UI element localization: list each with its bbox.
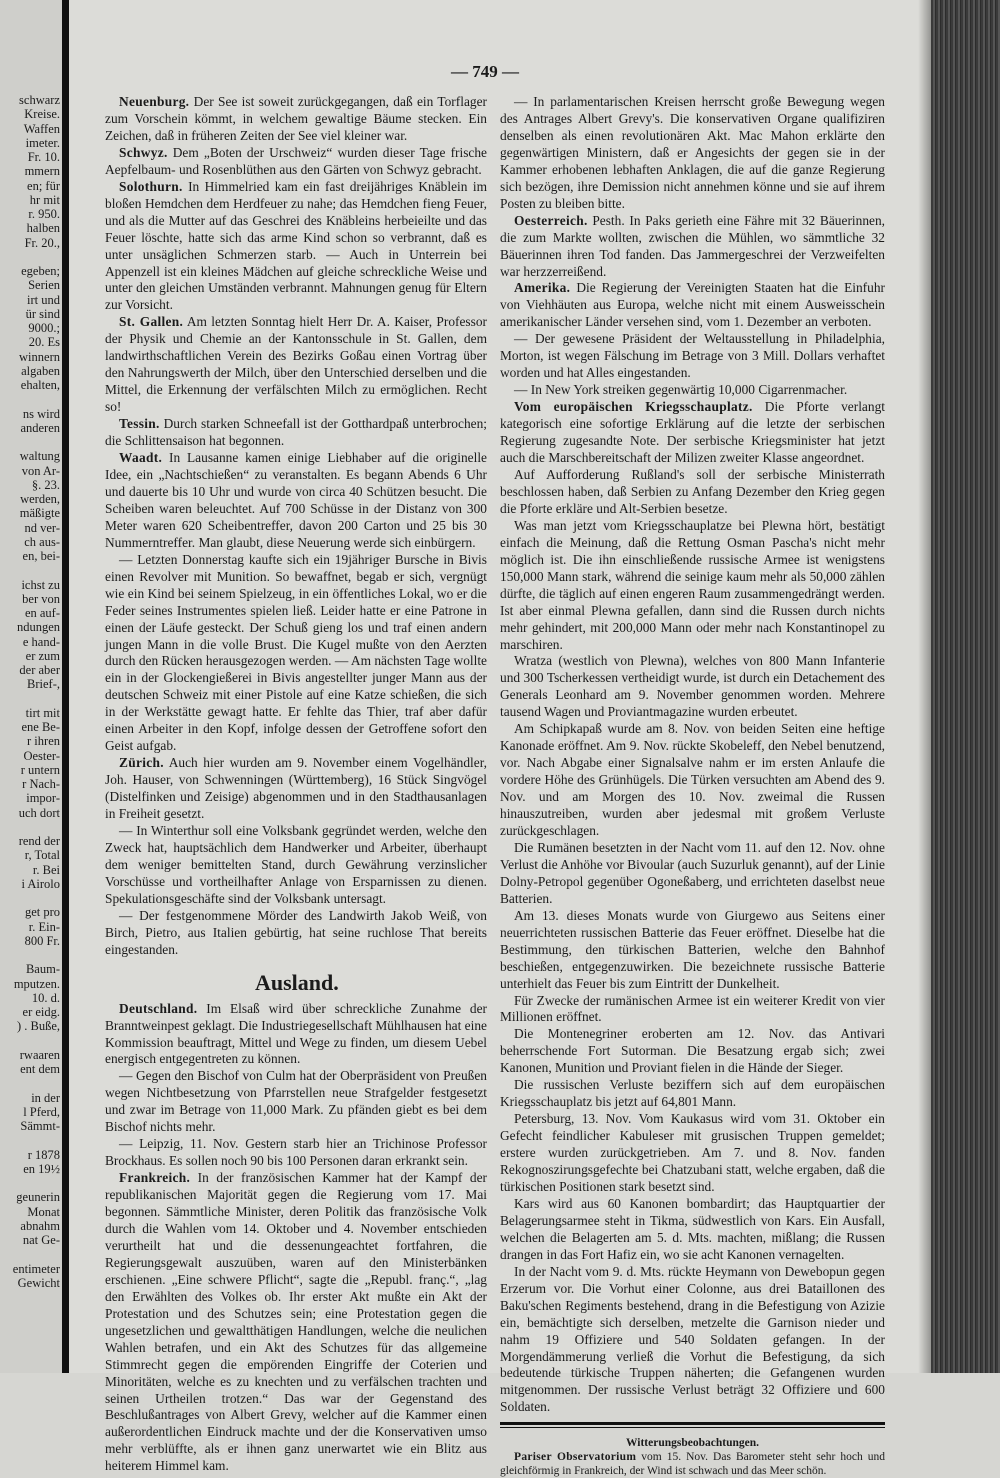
article-text: Wratza (westlich von Plewna), welches von 800 Mann Infanterie und 300 Tscherkessen vertheidigt wurde, ist durch ein Detachement des Generals Leonhard am 9. November genommen worden. Mehrere tausend Wagen und Proviantmagazine wurden erbeutet. <box>500 653 885 720</box>
article-text: — In New York streiken gegenwärtig 10,000 Cigarrenmacher. <box>514 382 848 398</box>
previous-page-text-fragments <box>13 93 60 1290</box>
previous-page-fragment: ichst zu <box>21 577 60 592</box>
weather-text: vom 15. Nov. Das Barometer steht sehr hoch und gleichförmig in Frankreich, der Wind ist schwach und das Meer schön. <box>500 1451 886 1478</box>
previous-page-fragment: Fr. 10. <box>27 150 60 164</box>
previous-page-fragment: rend der <box>18 834 60 848</box>
previous-page-fragment <box>13 1247 60 1261</box>
domestic-news <box>105 94 487 959</box>
article-paragraph <box>105 755 487 823</box>
previous-page-fragment: hr mit <box>29 192 60 207</box>
article-paragraph <box>500 213 885 281</box>
previous-page-fragment: er eidg. <box>22 1005 60 1019</box>
article-text: — In Winterthur soll eine Volksbank gegründet werden, welche den Zweck hat, hauptsächlich dem Handwerker und Arbeiter, überhaupt dem weniger bemittelten Stand, durch Gewährung verzinslicher Vorschüsse und vortheilhafter Anlage von Ersparnissen zu dienen. Spekulationsgeschäfte sind der Volksbank untersagt. <box>105 822 487 906</box>
article-lead: Vom europäischen Kriegsschauplatz. <box>514 399 753 415</box>
previous-page-fragment: e hand- <box>22 634 60 649</box>
previous-page-fragment: ndungen <box>16 620 60 635</box>
previous-page-fragment: r. Bei <box>32 862 60 877</box>
foreign-news-continued <box>500 94 885 1416</box>
weather-paragraph <box>500 1450 885 1478</box>
previous-page-fragment: irt und <box>27 292 60 307</box>
article-text: Petersburg, 13. Nov. Vom Kaukasus wird vom 31. Oktober ein Gefecht feindlicher Kabuleser mit grusischen Truppen gemeldet; erstere wurden zurückgetrieben. Am 7. und 8. Nov. fanden Rekognoszirungsgefechte bei Chatzubani statt, welche ergaben, daß die türkischen Positionen stark besetzt sind. <box>500 1111 885 1194</box>
article-text: Für Zwecke der rumänischen Armee ist ein weiterer Kredit von vier Millionen eröffnet. <box>500 992 885 1025</box>
previous-page-fragment: ür sind <box>25 306 60 321</box>
article-lead: Solothurn. <box>119 178 183 194</box>
previous-page-fragment <box>13 948 60 962</box>
article-paragraph <box>105 1136 487 1170</box>
previous-page-fragment: Kreise. <box>24 107 60 122</box>
article-paragraph <box>105 416 487 450</box>
article-text: In Lausanne kamen einige Liebhaber auf die originelle Idee, ein „Nachtschießen“ zu veranstalten. Es begann Abends 6 Uhr und dauerte bis 10 Uhr und wurde von circa 40 Schützen besucht. Die Scheiben waren beleuchtet. Auf 700 Schüsse in der Distanz von 300 Meter waren 620 Scheibentreffer, davon 200 Carton und 25 bis 30 Nummerntreffer. Man glaubt, diese Neuerung werde sich einbürgern. <box>105 450 487 550</box>
left-column <box>105 94 487 1475</box>
article-paragraph <box>500 721 885 840</box>
previous-page-fragment: get pro <box>24 905 60 920</box>
previous-page-fragment: r. Ein- <box>28 919 60 934</box>
double-rule-divider <box>500 1422 885 1428</box>
article-paragraph <box>500 94 885 213</box>
previous-page-fragment: schwarz <box>19 93 60 107</box>
article-lead: St. Gallen. <box>119 314 184 330</box>
article-paragraph <box>105 314 487 416</box>
previous-page-fragment: ns wird <box>22 406 60 421</box>
previous-page-fragment: 800 Fr. <box>24 933 60 948</box>
previous-page-fragment <box>13 392 60 406</box>
article-paragraph <box>105 179 487 315</box>
article-paragraph <box>500 280 885 331</box>
article-text: Am letzten Sonntag hielt Herr Dr. A. Kaiser, Professor der Physik und Chemie an der Kantonsschule in St. Gallen, dem landwirthschaftlichen Verein des Bezirks Goßau einen Vortrag über den Nahrungswerth der Milch, über den Unterschied derselben und die Mittel, die Erkennung der verfälschten Milch zu ermöglichen. Recht so! <box>105 314 487 415</box>
article-paragraph <box>500 840 885 908</box>
previous-page-fragment: en; für <box>27 178 60 193</box>
weather-report <box>500 1436 885 1478</box>
previous-page-fragment: ch aus- <box>24 534 60 549</box>
previous-page-fragment: er zum <box>25 648 60 663</box>
article-text: Die Pforte verlangt kategorisch eine sofortige Erklärung auf die letzte der serbischen Regierung zugesandte Note. Der serbische Kriegsminister hat jetzt auch die Marschbereitschaft der Milizen zweiter Klasse angeordnet. <box>500 399 885 466</box>
article-text: Was man jetzt vom Kriegsschauplatze bei Plewna hört, bestätigt einfach die Meinung, daß die Rettung Osman Pascha's nicht mehr möglich ist. Die ihn einschließende russische Armee ist wenigstens 150,000 Mann stark, während die seinige kaum mehr als 50,000 zählen dürfte, die täglich auf einen engeren Raum zusammengedrängt werden. Ist aber einmal Plewna gefallen, dann sind die Russen durch nichts mehr gehindert, mit 200,000 Mann oder mehr nach Konstantinopel zu marschiren. <box>500 517 885 652</box>
previous-page-fragment: Sämmt- <box>20 1119 60 1133</box>
previous-page-fragment: Brief-, <box>27 677 60 692</box>
previous-page-fragment <box>13 1076 60 1090</box>
article-text: In Himmelried kam ein fast dreijähriges Knäblein im bloßen Hemdchen dem Herdfeuer zu nahe; das Hemdchen fieng Feuer, und als die Mutter auf das Geschrei des Knäbleins herbeieilte und das Feuer löschte, hatte sich das arme Kind schon so verbrannt, daß es unter unsäglichen Schmerzen starb. — Auch in Unterrein bei Appenzell ist ein kleines Mädchen auf gleiche schreckliche Weise und unter den gleichen Umständen verbrannt. Mahnungen genug für Eltern zur Vorsicht. <box>105 178 487 313</box>
article-paragraph <box>500 653 885 721</box>
article-paragraph <box>500 467 885 518</box>
previous-page-fragment: r Nach- <box>22 777 60 791</box>
article-text: Pesth. In Paks gerieth eine Fähre mit 32 Bäuerinnen, die zum Markte wollten, zwischen die Mühlen, wo sämmtliche 32 Bäuerinnen ihren Tod fanden. Das Jammergeschrei der Verzweifelten war herzzerreißend. <box>500 212 885 279</box>
previous-page-fragment: werden, <box>20 492 60 506</box>
previous-page-fragment: ehalten, <box>20 378 60 392</box>
section-heading-ausland: Ausland. <box>255 969 339 995</box>
previous-page-fragment: r, Total <box>24 848 60 863</box>
previous-page-fragment <box>13 1133 60 1147</box>
previous-page-fragment: von Ar- <box>21 463 60 478</box>
article-text: In der Nacht vom 9. d. Mts. rückte Heymann von Dewebopun gegen Erzerum vor. Die Vorhut einer Colonne, aus drei Bataillonen des Baku'schen Regiments bestehend, drang in die Befestigung von Azizie ein, bemächtigte sich derselben, metzelte die Garnison nieder und nahm 19 Offiziere und 540 Soldaten gefangen. In der Morgendämmerung verließ die Vorhut die Befestigung, da sich bedeutende türkische Truppen näherten; die Gefangenen wurden mitgenommen. Der russische Verlust beträgt 32 Offiziere und 600 Soldaten. <box>500 1263 885 1415</box>
article-text: Dem „Boten der Urschweiz“ wurden dieser Tage frische Aepfelbaum- und Rosenblüthen aus den Gärten von Schwyz gebracht. <box>105 144 487 177</box>
previous-page-fragment: Gewicht <box>17 1275 60 1290</box>
previous-page-fragment <box>13 820 60 834</box>
previous-page-fragment: rwaaren <box>19 1047 60 1062</box>
article-paragraph <box>105 552 487 755</box>
previous-page-fragment <box>13 692 60 706</box>
article-paragraph <box>105 908 487 959</box>
article-lead: Frankreich. <box>119 1170 191 1186</box>
previous-page-fragment: uch dort <box>18 805 60 820</box>
previous-page-fragment: der aber <box>19 663 60 677</box>
previous-page-fragment: Fr. 20., <box>24 235 60 250</box>
previous-page-fragment: ene Be- <box>21 720 60 734</box>
previous-page-fragment <box>13 435 60 449</box>
article-paragraph <box>500 1077 885 1111</box>
previous-page-fragment: r. 950. <box>28 207 60 221</box>
article-text: Auch hier wurden am 9. November einem Vogelhändler, Joh. Hauser, von Schwenningen (Württemberg), 16 Stück Singvögel (Distelfinken und Zeisige) abgenommen und in den Stadthausanlagen in Freiheit gesetzt. <box>105 755 487 822</box>
previous-page-fragment: i Airolo <box>21 876 60 891</box>
previous-page-fragment: 9000.; <box>28 321 60 335</box>
book-page-edges <box>931 0 1000 1373</box>
article-text: — Letzten Donnerstag kaufte sich ein 19jähriger Bursche in Bivis einen Revolver mit Munition. So bewaffnet, begab er sich, vergnügt wie ein Kind bei seinem Spielzeug, in ein öffentliches Lokal, wo er die Feder seines Instrumentes spielen ließ. Leider hatte er eine Patrone in einen der Läufe gesteckt. Der Schuß gieng los und traf einen andern jungen Mann in die volle Brust. Die Kugel mußte von den Aerzten durch den Rücken herausgezogen werden. — Am nächsten Tage wollte ein in der Glockengießerei in Bivis angestellter junger Mann aus der deutschen Schweiz mit einer Pistole auf eine Katze schießen, die sich in der Werkstätte gewagt hatte. Er fehlte das Thier, traf aber dafür einen Arbeiter in den Kopf, infolge dessen der Getroffene sofort den Geist aufgab. <box>105 551 487 754</box>
article-text: Kars wird aus 60 Kanonen bombardirt; das Hauptquartier der Belagerungsarmee steht in Tikma, südwestlich von Kars. Ein Ausfall, welchen die Belagerten am 5. d. Mts. machten, mißlang; die Russen drangen in das Fort Hafiz ein, wo sie acht Kanonen vernagelten. <box>500 1195 885 1262</box>
article-paragraph <box>105 145 487 179</box>
previous-page-fragment: entimeter <box>12 1261 60 1276</box>
article-paragraph <box>105 823 487 908</box>
article-paragraph <box>500 1026 885 1077</box>
article-text: Die Regierung der Vereinigten Staaten hat die Einfuhr von Viehhäuten aus Europa, welche nicht mit einem Ausweisschein amerikanischer Länder versehen sind, vom 1. Dezember an verboten. <box>500 280 885 330</box>
previous-page-fragment: Serien <box>28 278 60 293</box>
previous-page-strip <box>0 0 62 1373</box>
article-text: Der See ist soweit zurückgegangen, daß ein Torflager zum Vorschein kömmt, in welchem gewaltige Bäume stecken. Ein Zeichen, daß in früheren Zeiten der See viel kleiner war. <box>105 94 487 143</box>
article-text: Die russischen Verluste beziffern sich auf dem europäischen Kriegsschauplatz bis jetzt auf 64,801 Mann. <box>500 1077 885 1110</box>
previous-page-fragment: Oester- <box>23 748 60 763</box>
previous-page-fragment: ent dem <box>20 1062 60 1076</box>
previous-page-fragment: nat Ge- <box>22 1233 60 1247</box>
article-lead: Zürich. <box>119 755 164 771</box>
weather-lead: Pariser Observatorium <box>514 1451 637 1464</box>
article-text: — Der festgenommene Mörder des Landwirth Jakob Weiß, von Birch, Pietro, aus Italien gebürtig, hat seine ruchlose That bereits eingestanden. <box>105 907 487 957</box>
article-lead: Schwyz. <box>119 144 168 160</box>
previous-page-fragment: 20. Es <box>28 335 60 350</box>
article-paragraph <box>500 1111 885 1196</box>
previous-page-fragment: algaben <box>21 363 60 378</box>
article-paragraph <box>500 331 885 382</box>
article-paragraph <box>105 1001 487 1069</box>
previous-page-fragment: 10. d. <box>31 990 60 1005</box>
article-paragraph <box>500 908 885 993</box>
previous-page-fragment: Waffen <box>23 121 60 136</box>
article-text: — Gegen den Bischof von Culm hat der Oberpräsident von Preußen wegen Nichtbesetzung von Pfarrstellen neue Strafgelder festgesetzt und zwar im Betrage von 11,000 Mark. Zu pfänden giebt es bei dem Bischof nichts mehr. <box>105 1068 487 1135</box>
article-text: Auf Aufforderung Rußland's soll der serbische Ministerrath beschlossen haben, daß Serbien zu Anfang Dezember den Krieg gegen die Pforte erkläre und Alt-Serbien besetze. <box>500 466 885 516</box>
weather-title: Witterungsbeobachtungen. <box>625 1437 759 1450</box>
article-text: Am 13. dieses Monats wurde von Giurgewo aus Seitens einer neuerrichteten russischen Batterie das Feuer eröffnet. Dieselbe hat die Bestimmung, den türkischen Batterien, welche den Bahnhof beschießen, entgegenzuwirken. Die bezeichnete russische Batterie unterhielt das Feuer bis zum Eintritt der Dunkelheit. <box>500 907 885 991</box>
article-lead: Waadt. <box>119 450 163 466</box>
previous-page-fragment: nd ver- <box>24 520 60 535</box>
previous-page-fragment: en 19½ <box>23 1161 60 1176</box>
article-text: Die Rumänen besetzten in der Nacht vom 11. auf den 12. Nov. ohne Verlust die Anhöhe vor Bivoular (auch Suzurluk genannt), auf der Linie Dolny-Petropol gegenüber Ogoneßaberg, und errichteten daselbst neue Batterien. <box>500 839 885 906</box>
article-lead: Neuenburg. <box>119 94 190 109</box>
previous-page-fragment: mmern <box>24 164 60 179</box>
previous-page-fragment: geunerin <box>16 1190 60 1205</box>
previous-page-fragment <box>13 1176 60 1190</box>
foreign-news <box>105 1001 487 1476</box>
previous-page-fragment: ber von <box>22 591 60 606</box>
previous-page-fragment: anderen <box>20 420 60 435</box>
previous-page-fragment: mputzen. <box>13 976 60 991</box>
article-paragraph <box>105 1170 487 1475</box>
article-text: — In parlamentarischen Kreisen herrscht große Bewegung wegen des Antrages Albert Grevy's. Die konservativen Organe qualifiziren denselben als einen revolutionären Akt. Mac Mahon erklärte den gegenwärtigen Ministern, daß er Angesichts der gegen sie in der Kammer erhobenen lebhaften Anklagen, die auf die ganze Regierung sich bezögen, ihre Demission nicht annehmen könne und sie auf ihrem Posten zu bleiben bitte. <box>500 94 885 211</box>
article-lead: Oesterreich. <box>514 212 588 228</box>
article-paragraph <box>500 993 885 1027</box>
article-lead: Tessin. <box>119 416 160 432</box>
previous-page-fragment: in der <box>31 1090 60 1105</box>
article-text: — Der gewesene Präsident der Weltausstellung in Philadelphia, Morton, ist wegen Fälschung im Betrage von 3 Mill. Dollars verhaftet worden und hat Alles eingestanden. <box>500 331 885 381</box>
previous-page-fragment: Baum- <box>25 962 60 977</box>
previous-page-fragment <box>13 563 60 577</box>
article-paragraph <box>500 1264 885 1417</box>
previous-page-fragment: waltung <box>19 449 60 464</box>
previous-page-fragment: egeben; <box>21 264 60 278</box>
article-text: Durch starken Schneefall ist der Gotthardpaß unterbrochen; die Schlittensaison hat begonnen. <box>105 416 487 449</box>
page-edge-shadow <box>918 0 932 1373</box>
previous-page-fragment: imeter. <box>25 135 60 150</box>
previous-page-fragment: ) . Buße, <box>16 1019 60 1034</box>
previous-page-fragment: mäßigte <box>19 506 60 521</box>
previous-page-fragment: Monat <box>27 1204 60 1219</box>
previous-page-fragment <box>13 891 60 905</box>
article-text: In der französischen Kammer hat der Kampf der republikanischen Majorität gegen die Regierung vom 17. Mai begonnen. Sämmtliche Minister, deren Politik das französische Volk durch die Wahlen vom 14. Oktober und 4. November entschieden verurtheilt hat und die dessenungeachtet fortfahren, die Regierungsgewalt auszuüben, waren auf den Ministerbänken erschienen. „Eine schwere Pflicht“, sagte die „Republ. franç.“, „lag den Erwählten des Volkes ob. Ihr erster Akt mußte ein Akt der Protestation und des Schutzes sein; eine Protestation gegen die ungesetzlichen und gewaltthätigen Handlungen, welche die neulichen Wahlen betrafen, und ein Akt des Schutzes für das allgemeine Stimmrecht gegen die empörenden Eingriffe der Coterien und Minoritäten, welche es zu knechten und zu verfälschen trachten und seinen Urtheilen trotzen.“ Das war der Gegenstand des Beschlußantrages von Albert Grevy, welcher auf die Kammer einen außerordentlichen Eindruck machte und der die Konservativen umso mehr verblüffte, als er ihnen ganz unerwartet wie ein Blitz aus heiterem Himmel kam. <box>105 1170 487 1474</box>
previous-page-fragment: r 1878 <box>27 1147 60 1162</box>
page-number: — 749 — <box>451 62 519 81</box>
article-text: — Leipzig, 11. Nov. Gestern starb hier an Trichinose Professor Brockhaus. Es sollen noch 90 bis 100 Personen daran erkrankt sein. <box>105 1136 487 1169</box>
article-paragraph <box>500 1196 885 1264</box>
previous-page-fragment: tirt mit <box>25 705 60 720</box>
right-column <box>500 94 885 1478</box>
article-paragraph <box>105 450 487 552</box>
previous-page-fragment: winnern <box>19 349 60 364</box>
previous-page-fragment <box>13 250 60 264</box>
previous-page-fragment: r ihren <box>27 734 60 749</box>
previous-page-fragment: §. 23. <box>31 477 60 492</box>
previous-page-fragment <box>13 1034 60 1048</box>
article-text: Am Schipkapaß wurde am 8. Nov. von beiden Seiten eine heftige Kanonade eröffnet. Am 9. Nov. rückte Skobeleff, den Nebel benutzend, vor. Nach Abgabe einer Signalsalve nahm er im ersten Anlaufe die vordere Höhe des Grünhügels. Die Türken versuchten am Abend des 9. Nov. und am Morgen des 10. Nov. zweimal die Russen hinauszutreiben, wurden aber jedesmal mit großem Verluste zurückgeschlagen. <box>500 721 885 838</box>
previous-page-fragment: r untern <box>20 762 60 777</box>
article-lead: Deutschland. <box>119 1000 198 1016</box>
previous-page-fragment: halben <box>26 221 60 236</box>
article-text: Die Montenegriner eroberten am 12. Nov. das Antivari beherrschende Fort Sutorman. Die Besatzung ergab sich; zwei Kanonen, Munition und Proviant fielen in die Hände der Sieger. <box>500 1026 885 1076</box>
article-paragraph <box>500 518 885 654</box>
article-paragraph <box>105 94 487 145</box>
previous-page-fragment: en auf- <box>24 606 60 620</box>
previous-page-fragment: impor- <box>26 791 60 806</box>
article-paragraph <box>105 1068 487 1136</box>
article-paragraph <box>500 399 885 467</box>
previous-page-fragment: en, bei- <box>22 549 60 563</box>
article-paragraph <box>500 382 885 399</box>
article-lead: Amerika. <box>514 280 571 296</box>
previous-page-fragment: abnahm <box>20 1218 60 1233</box>
book-gutter <box>62 0 69 1373</box>
article-text: Im Elsaß wird über schreckliche Zunahme der Branntweinpest geklagt. Die Industriegesellschaft Mühlhausen hat eine Kommission beauftragt, Mittel und Wege zu finden, um diesem Uebel energisch entgegentreten zu können. <box>105 1000 487 1067</box>
previous-page-fragment: l Pferd, <box>23 1104 60 1119</box>
